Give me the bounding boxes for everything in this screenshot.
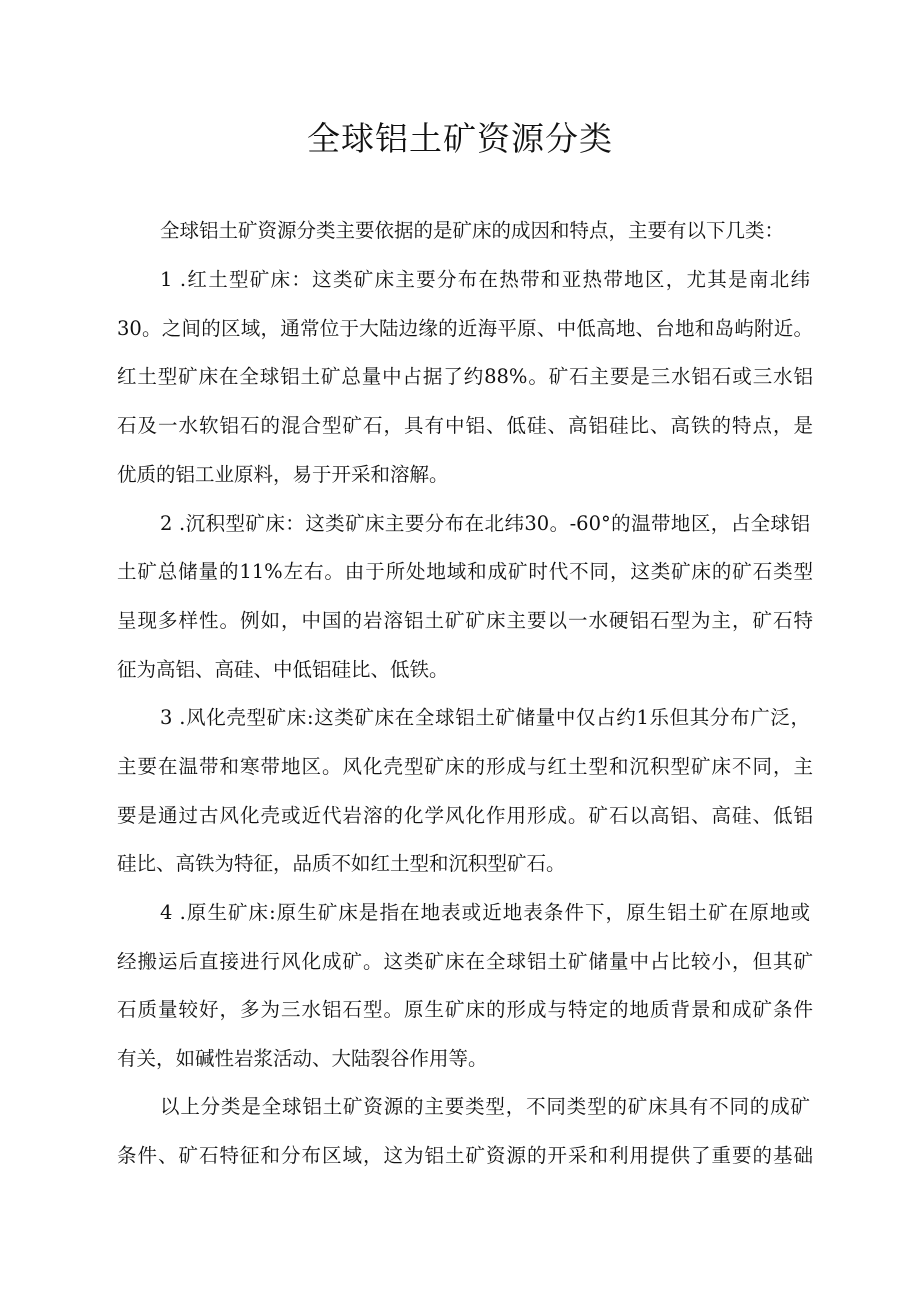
- body-line: 2 .沉积型矿床：这类矿床主要分布在北纬30。-60°的温带地区，占全球铝: [160, 512, 810, 535]
- body-line: 4 .原生矿床:原生矿床是指在地表或近地表条件下，原生铝土矿在原地或: [160, 901, 810, 924]
- body-line: 征为高铝、高硅、中低铝硅比、低铁。: [117, 658, 449, 681]
- body-line: 要是通过古风化壳或近代岩溶的化学风化作用形成。矿石以高铝、高硅、低铝: [117, 804, 813, 827]
- body-line: 以上分类是全球铝土矿资源的主要类型，不同类型的矿床具有不同的成矿: [160, 1095, 810, 1118]
- body-line: 主要在温带和寒带地区。风化壳型矿床的形成与红土型和沉积型矿床不同，主: [117, 755, 813, 778]
- body-line: 呈现多样性。例如，中国的岩溶铝土矿矿床主要以一水硬铝石型为主，矿石特: [117, 609, 813, 632]
- body-line: 石及一水软铝石的混合型矿石，具有中铝、低硅、高铝硅比、高铁的特点，是: [117, 414, 813, 437]
- body-line: 石质量较好，多为三水铝石型。原生矿床的形成与特定的地质背景和成矿条件: [117, 998, 813, 1021]
- body-line: 经搬运后直接进行风化成矿。这类矿床在全球铝土矿储量中占比较小，但其矿: [117, 950, 813, 973]
- body-line: 全球铝土矿资源分类主要依据的是矿床的成因和特点，主要有以下几类：: [160, 219, 785, 242]
- body-line: 土矿总储量的11%左右。由于所处地域和成矿时代不同，这类矿床的矿石类型: [117, 560, 813, 583]
- body-line: 有关，如碱性岩浆活动、大陆裂谷作用等。: [117, 1047, 488, 1070]
- body-line: 优质的铝工业原料，易于开采和溶解。: [117, 463, 449, 486]
- body-line: 3 .风化壳型矿床:这类矿床在全球铝土矿储量中仅占约1乐但其分布广泛，: [160, 706, 810, 729]
- body-line: 红土型矿床在全球铝土矿总量中占据了约88%。矿石主要是三水铝石或三水铝: [117, 365, 813, 388]
- body-line: 硅比、高铁为特征，品质不如红土型和沉积型矿石。: [117, 852, 566, 875]
- body-line: 条件、矿石特征和分布区域，这为铝土矿资源的开采和利用提供了重要的基础: [117, 1144, 813, 1167]
- body-line: 30。之间的区域，通常位于大陆边缘的近海平原、中低高地、台地和岛屿附近。: [117, 317, 813, 340]
- body-line: 1 .红土型矿床：这类矿床主要分布在热带和亚热带地区，尤其是南北纬: [160, 268, 810, 291]
- document-title: 全球铝土矿资源分类: [307, 119, 613, 158]
